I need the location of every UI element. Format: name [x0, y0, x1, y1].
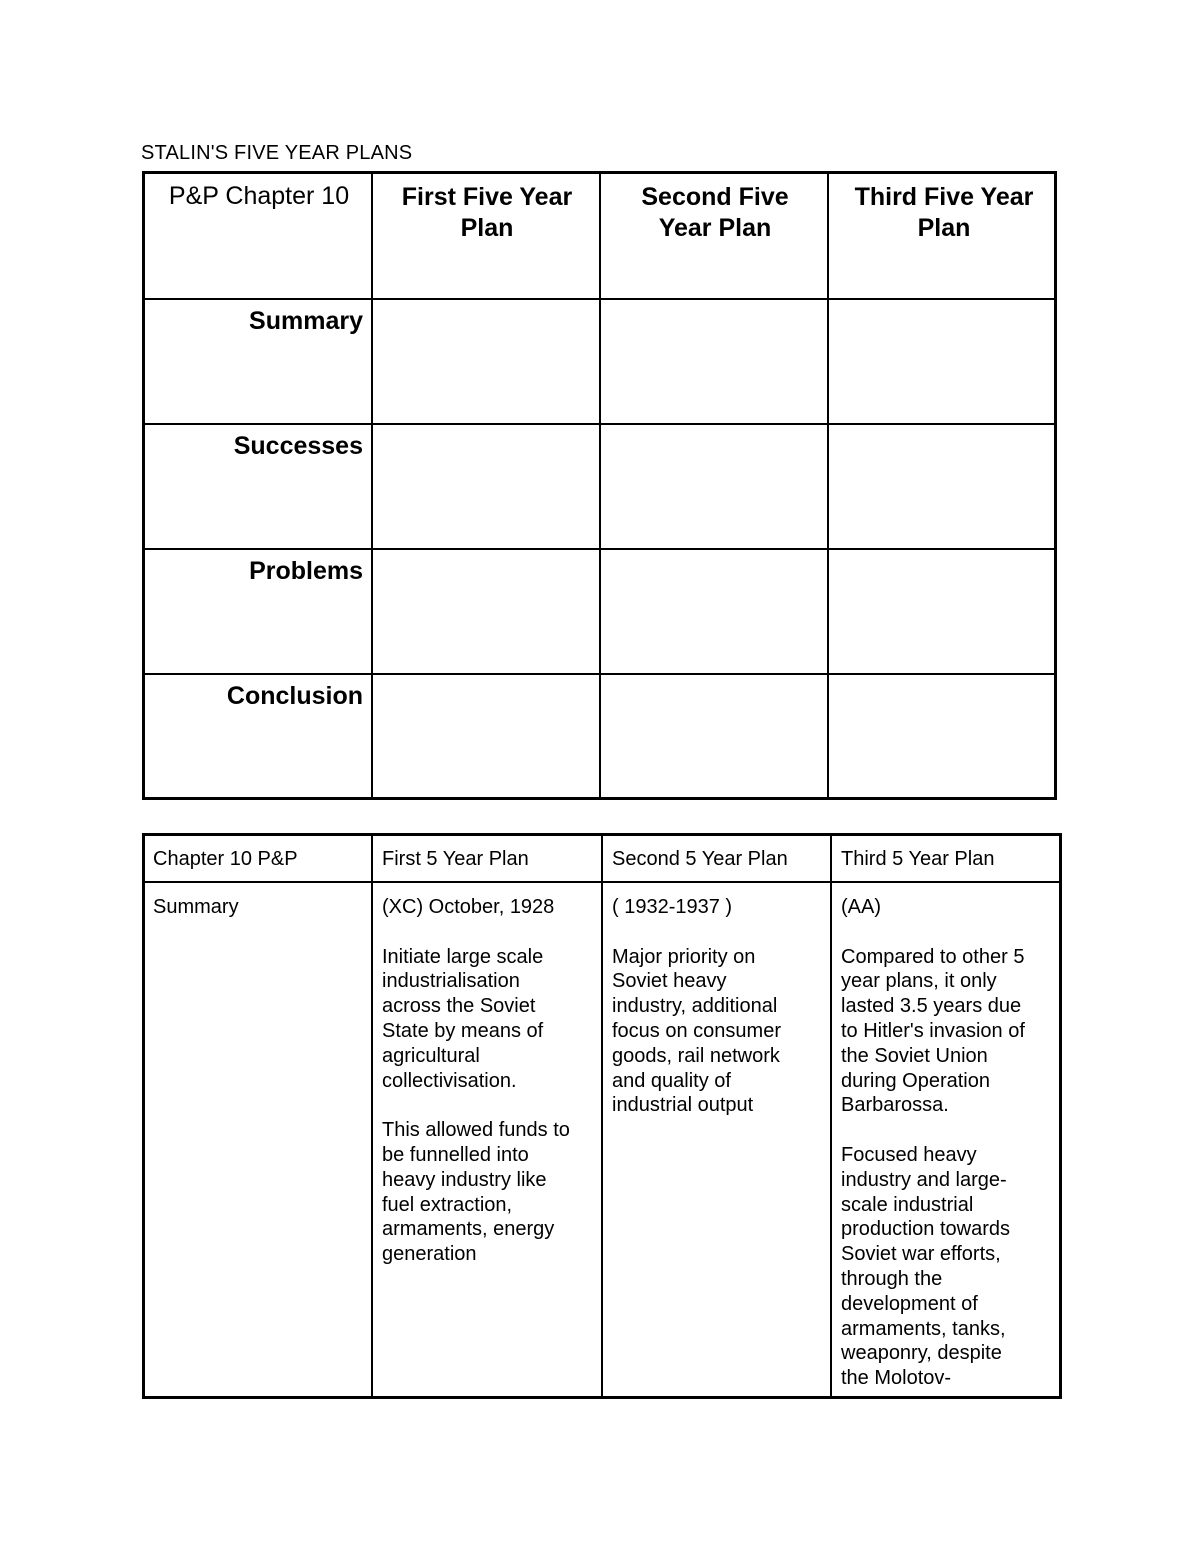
column-divider: [827, 174, 829, 797]
row-header-problems: Problems: [249, 557, 363, 585]
cell-third-plan-summary: (AA) Compared to other 5 year plans, it only lasted 3.5 years due to Hitler's invasion of the Soviet Union during Operation Barbarossa. Focused heavy industry and large- scale industrial production towards Soviet war efforts, through the development of armaments, tanks, weaponry, despite the Molotov-: [841, 896, 1025, 1390]
table-corner-label: P&P Chapter 10: [168, 182, 350, 210]
column-divider: [601, 836, 603, 1396]
column-divider: [830, 836, 832, 1396]
row-header-successes: Successes: [233, 432, 363, 460]
row-label-summary: Summary: [153, 896, 239, 918]
planning-table: [142, 171, 1057, 800]
column-divider: [371, 836, 373, 1396]
header-second-plan: Second 5 Year Plan: [612, 848, 788, 870]
column-header-first-plan: First Five Year Plan: [401, 183, 573, 242]
header-third-plan: Third 5 Year Plan: [841, 848, 995, 870]
row-divider: [145, 548, 1054, 550]
cell-second-plan-summary: ( 1932-1937 ) Major priority on Soviet heavy industry, additional focus on consumer goods, rail network and quality of industrial output: [612, 896, 781, 1117]
column-divider: [371, 174, 373, 797]
column-divider: [599, 174, 601, 797]
document-title: STALIN'S FIVE YEAR PLANS: [141, 142, 413, 164]
summary-table: [142, 833, 1062, 1399]
row-divider: [145, 673, 1054, 675]
cell-first-plan-summary: (XC) October, 1928 Initiate large scale industrialisation across the Soviet State by means of agricultural collectivisation. This allowed funds to be funnelled into heavy industry like fuel extraction, armaments, energy generation: [382, 896, 570, 1266]
row-header-conclusion: Conclusion: [226, 682, 363, 710]
row-header-summary: Summary: [249, 307, 363, 335]
row-divider: [145, 881, 1059, 883]
column-header-third-plan: Third Five Year Plan: [854, 183, 1034, 242]
column-header-second-plan: Second Five Year Plan: [641, 183, 789, 242]
row-divider: [145, 423, 1054, 425]
header-chapter: Chapter 10 P&P: [153, 848, 298, 870]
row-divider: [145, 298, 1054, 300]
header-first-plan: First 5 Year Plan: [382, 848, 529, 870]
